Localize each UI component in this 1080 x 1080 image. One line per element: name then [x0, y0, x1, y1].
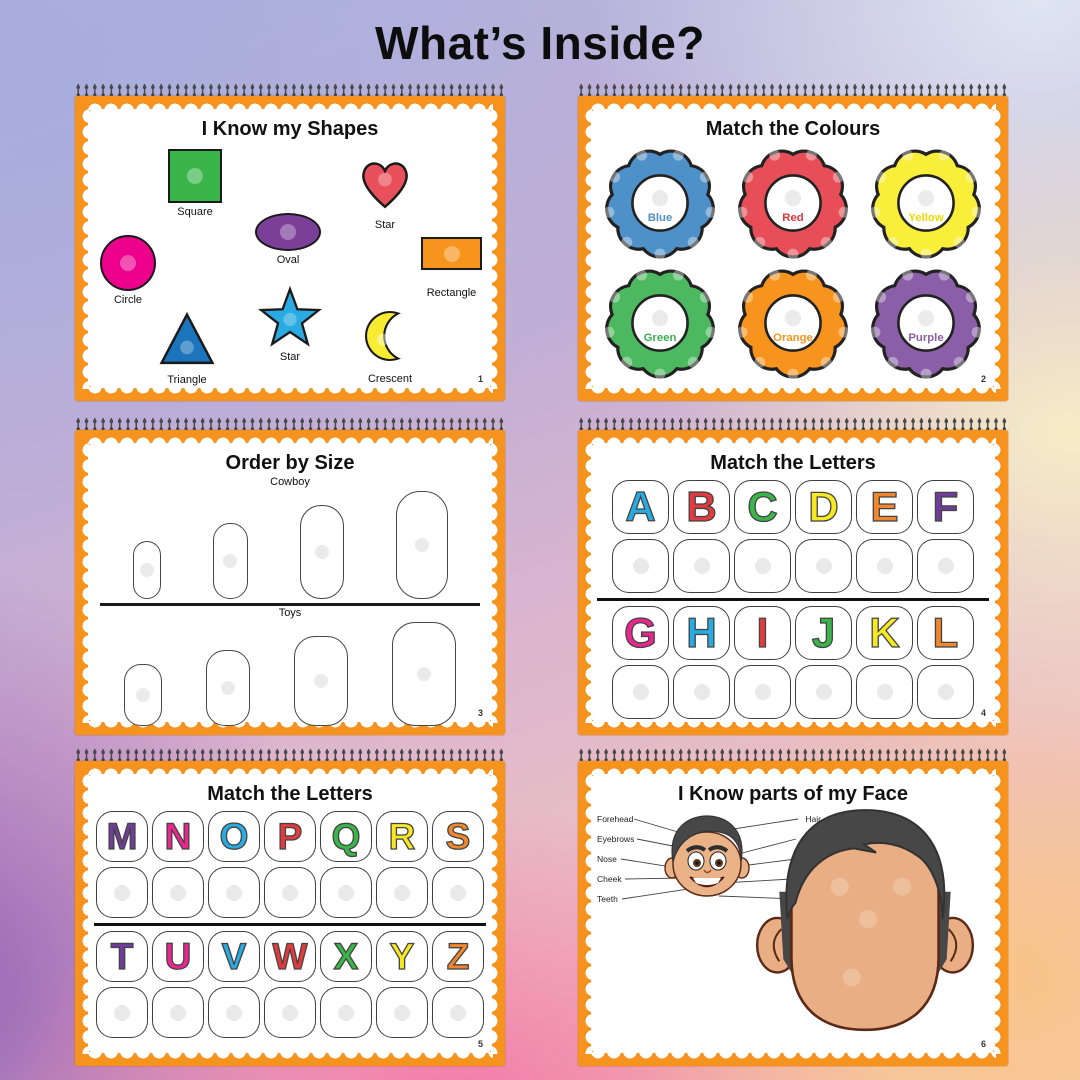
shape-star [257, 285, 323, 363]
velcro-dot [280, 224, 296, 240]
shape-label: Square [177, 206, 213, 218]
letter-row-g-l [591, 606, 995, 660]
page-2-title: Match the Colours [705, 118, 881, 140]
label-forehead: Forehead [597, 814, 634, 824]
shape-label: Star [279, 351, 301, 363]
velcro-dot [444, 246, 460, 262]
size-slot [213, 523, 248, 599]
letter-glyph: Z [446, 936, 470, 977]
letter-glyph: W [272, 936, 308, 977]
letter-tile [376, 931, 428, 982]
letter-row-t-z [88, 931, 492, 982]
sheet-letters-1 [578, 418, 1008, 735]
velcro-dot [694, 684, 710, 700]
empty-slot [96, 987, 148, 1038]
letter-glyph: S [445, 816, 471, 857]
flower-label: Orange [773, 331, 813, 344]
letter-glyph: J [811, 609, 836, 656]
label-teeth: Teeth [597, 894, 618, 904]
letter-tile [320, 931, 372, 982]
velcro-dot [938, 684, 954, 700]
empty-slot [264, 987, 316, 1038]
empty-slot [917, 539, 974, 593]
velcro-dot [170, 1005, 186, 1021]
velcro-dot [450, 885, 466, 901]
small-pupil-left [695, 861, 698, 864]
velcro-dot [338, 885, 354, 901]
card-face [578, 761, 1008, 1066]
shape-square [168, 149, 222, 218]
size-row-cowboy [88, 489, 492, 599]
letter-tile [264, 811, 316, 862]
velcro-dot [785, 310, 801, 326]
label-eyebrows: Eyebrows [597, 834, 635, 844]
empty-slot [264, 867, 316, 918]
velcro-dot [415, 538, 429, 552]
letter-tile [917, 480, 974, 534]
page-3-size [88, 443, 492, 722]
page-2-colours [591, 109, 995, 388]
page-1-title: I Know my Shapes [201, 118, 379, 140]
velcro-dot [120, 255, 136, 271]
letter-tile [795, 480, 852, 534]
shape-label: Triangle [167, 374, 207, 386]
empty-row [88, 987, 492, 1038]
size-group-label-top: Cowboy [270, 476, 310, 488]
empty-slot [152, 987, 204, 1038]
letter-tile [376, 811, 428, 862]
letter-glyph: B [686, 483, 717, 530]
heart-icon [354, 153, 416, 211]
shape-label: Circle [113, 294, 143, 306]
letter-tile [734, 480, 791, 534]
letter-glyph: O [219, 816, 249, 857]
letter-row-a-f [591, 480, 995, 534]
velcro-dot [918, 190, 934, 206]
velcro-dot [785, 190, 801, 206]
shape-label: Oval [276, 254, 300, 266]
divider-line [94, 923, 486, 926]
sheet-shapes [75, 84, 505, 401]
empty-slot [612, 665, 669, 719]
letter-tile [432, 931, 484, 982]
velcro-dot [394, 1005, 410, 1021]
letter-glyph: M [106, 816, 138, 857]
size-row-toys [88, 620, 492, 726]
velcro-dot [315, 545, 329, 559]
letter-glyph: X [333, 936, 359, 977]
flower-label: Yellow [908, 211, 944, 224]
empty-row [88, 867, 492, 918]
velcro-dot [633, 558, 649, 574]
velcro-dot [114, 1005, 130, 1021]
letter-tile [917, 606, 974, 660]
small-pupil-right [717, 861, 720, 864]
empty-slot [320, 987, 372, 1038]
velcro-dot [187, 168, 203, 184]
velcro-dot [136, 688, 150, 702]
sheet-face [578, 749, 1008, 1066]
flower-label: Green [643, 331, 677, 344]
letter-glyph: E [870, 483, 899, 530]
velcro-dot [816, 558, 832, 574]
empty-slot [734, 539, 791, 593]
empty-slot [795, 665, 852, 719]
oval-shape [255, 213, 321, 251]
letter-tile [208, 931, 260, 982]
letter-glyph: F [932, 483, 959, 530]
empty-row [591, 665, 995, 719]
letter-glyph: P [277, 816, 303, 857]
shape-oval [255, 213, 321, 266]
label-nose: Nose [597, 854, 617, 864]
velcro-dot [140, 563, 154, 577]
empty-slot [856, 665, 913, 719]
scallop-edge-bottom [590, 721, 996, 730]
velcro-dot [877, 684, 893, 700]
letter-glyph: V [221, 936, 247, 977]
letter-glyph: Y [389, 936, 415, 977]
velcro-dot [338, 1005, 354, 1021]
letter-glyph: C [747, 483, 778, 530]
letter-glyph: A [625, 483, 656, 530]
flower-green [598, 263, 722, 383]
page-4-title: Match the Letters [710, 452, 876, 474]
empty-slot [917, 665, 974, 719]
flower-label: Purple [908, 331, 944, 344]
page-4-letters [591, 443, 995, 722]
scallop-edge-bottom [590, 387, 996, 396]
velcro-dot [170, 885, 186, 901]
velcro-dot [877, 558, 893, 574]
letter-tile [673, 606, 730, 660]
scallop-edge-right [491, 773, 500, 1054]
card-letters-2 [75, 761, 505, 1066]
label-cheek: Cheek [597, 874, 622, 884]
triangle-icon [155, 309, 219, 366]
page-number: 6 [980, 1039, 986, 1049]
velcro-dot [282, 1005, 298, 1021]
page-5-title: Match the Letters [207, 783, 373, 805]
scallop-edge-right [994, 108, 1003, 389]
page-title: What’s Inside? [375, 17, 705, 69]
empty-slot [795, 539, 852, 593]
letter-tile [734, 606, 791, 660]
velcro-dot [633, 684, 649, 700]
empty-slot [673, 665, 730, 719]
blank-face [739, 796, 991, 1046]
shape-triangle [155, 309, 219, 386]
flower-orange [731, 263, 855, 383]
letter-tile [612, 606, 669, 660]
velcro-dot [314, 674, 328, 688]
size-slot [396, 491, 448, 599]
empty-slot [320, 867, 372, 918]
velcro-dot [652, 310, 668, 326]
page-number: 4 [980, 708, 986, 718]
velcro-dot [114, 885, 130, 901]
velcro-dot [918, 310, 934, 326]
letter-glyph: N [164, 816, 192, 857]
shape-rectangle [421, 237, 482, 299]
rectangle-shape [421, 237, 482, 270]
size-slot [124, 664, 162, 726]
shape-crescent [360, 306, 420, 385]
letter-glyph: U [164, 936, 192, 977]
flower-yellow [864, 143, 988, 263]
empty-slot [376, 867, 428, 918]
velcro-dot [755, 684, 771, 700]
page-number: 5 [477, 1039, 483, 1049]
circle-shape [100, 235, 156, 291]
letter-glyph: D [808, 483, 839, 530]
label-hair: Hair [805, 814, 821, 824]
shape-label: Crescent [367, 373, 413, 385]
velcro-dot [652, 190, 668, 206]
letter-glyph: Q [331, 816, 361, 857]
card-letters-1 [578, 430, 1008, 735]
letter-tile [856, 606, 913, 660]
sheet-letters-2 [75, 749, 505, 1066]
letter-glyph: H [686, 609, 717, 656]
letter-tile [320, 811, 372, 862]
flower-red [731, 143, 855, 263]
size-slot [133, 541, 161, 599]
size-slot [392, 622, 456, 726]
page-6-title: I Know parts of my Face [677, 783, 909, 805]
empty-slot [208, 987, 260, 1038]
card-colours [578, 96, 1008, 401]
letter-tile [264, 931, 316, 982]
letter-tile [856, 480, 913, 534]
velcro-dot [180, 341, 194, 355]
empty-slot [612, 539, 669, 593]
shape-circle [100, 235, 156, 306]
page-6-face [591, 774, 995, 1053]
empty-slot [673, 539, 730, 593]
letter-tile [96, 931, 148, 982]
velcro-dot [938, 558, 954, 574]
flower-purple [864, 263, 988, 383]
empty-slot [152, 867, 204, 918]
empty-slot [208, 867, 260, 918]
empty-slot [376, 987, 428, 1038]
scallop-edge-bottom [87, 1052, 493, 1061]
scallop-edge-bottom [590, 1052, 996, 1061]
velcro-dot [417, 667, 431, 681]
letter-glyph: R [388, 816, 416, 857]
scallop-edge-right [994, 773, 1003, 1054]
velcro-dot [755, 558, 771, 574]
letter-glyph: L [932, 609, 959, 656]
velcro-dot [816, 684, 832, 700]
shape-label: Star [374, 219, 396, 231]
empty-slot [856, 539, 913, 593]
triangle-path [162, 315, 213, 363]
velcro-dot [223, 554, 237, 568]
letter-tile [612, 480, 669, 534]
empty-slot [432, 867, 484, 918]
size-slot [294, 636, 348, 726]
card-shapes [75, 96, 505, 401]
page-number: 1 [477, 374, 483, 384]
size-group-label-bottom: Toys [278, 607, 302, 619]
page-number: 3 [477, 708, 483, 718]
flower-grid [591, 143, 995, 383]
page-3-title: Order by Size [225, 452, 355, 474]
crescent-icon [360, 306, 420, 366]
flower-label: Blue [647, 211, 673, 224]
velcro-dot [221, 681, 235, 695]
empty-row [591, 539, 995, 593]
card-size [75, 430, 505, 735]
letter-row-m-s [88, 811, 492, 862]
empty-slot [96, 867, 148, 918]
empty-slot [734, 665, 791, 719]
velcro-dot [377, 334, 389, 346]
letter-glyph: G [624, 609, 657, 656]
letter-tile [432, 811, 484, 862]
empty-slot [432, 987, 484, 1038]
letter-tile [152, 811, 204, 862]
letter-glyph: T [110, 936, 134, 977]
flower-blue [598, 143, 722, 263]
star-icon [257, 285, 323, 348]
velcro-dot [282, 885, 298, 901]
divider-line [597, 598, 989, 601]
size-slot [206, 650, 250, 726]
square-shape [168, 149, 222, 203]
size-slot [300, 505, 344, 599]
letter-tile [152, 931, 204, 982]
velcro-dot [694, 558, 710, 574]
velcro-dot [378, 173, 392, 187]
divider-line [100, 603, 480, 606]
velcro-dot [226, 885, 242, 901]
velcro-dot [394, 885, 410, 901]
letter-glyph: I [756, 609, 769, 656]
letter-tile [795, 606, 852, 660]
page-5-letters [88, 774, 492, 1053]
letter-tile [208, 811, 260, 862]
scallop-edge-right [491, 108, 500, 389]
flower-label: Red [782, 211, 804, 224]
page-1-shapes [88, 109, 492, 388]
sheet-colours [578, 84, 1008, 401]
shape-label: Rectangle [426, 287, 477, 299]
velcro-dot [226, 1005, 242, 1021]
letter-glyph: K [869, 609, 900, 656]
sheet-size [75, 418, 505, 735]
page-number: 2 [980, 374, 986, 384]
letter-tile [673, 480, 730, 534]
velcro-dot [450, 1005, 466, 1021]
scallop-edge-bottom [87, 387, 493, 396]
velcro-dot [283, 313, 296, 326]
scallop-edge-right [994, 442, 1003, 723]
shape-heart [354, 153, 416, 231]
scallop-edge-right [491, 442, 500, 723]
letter-tile [96, 811, 148, 862]
